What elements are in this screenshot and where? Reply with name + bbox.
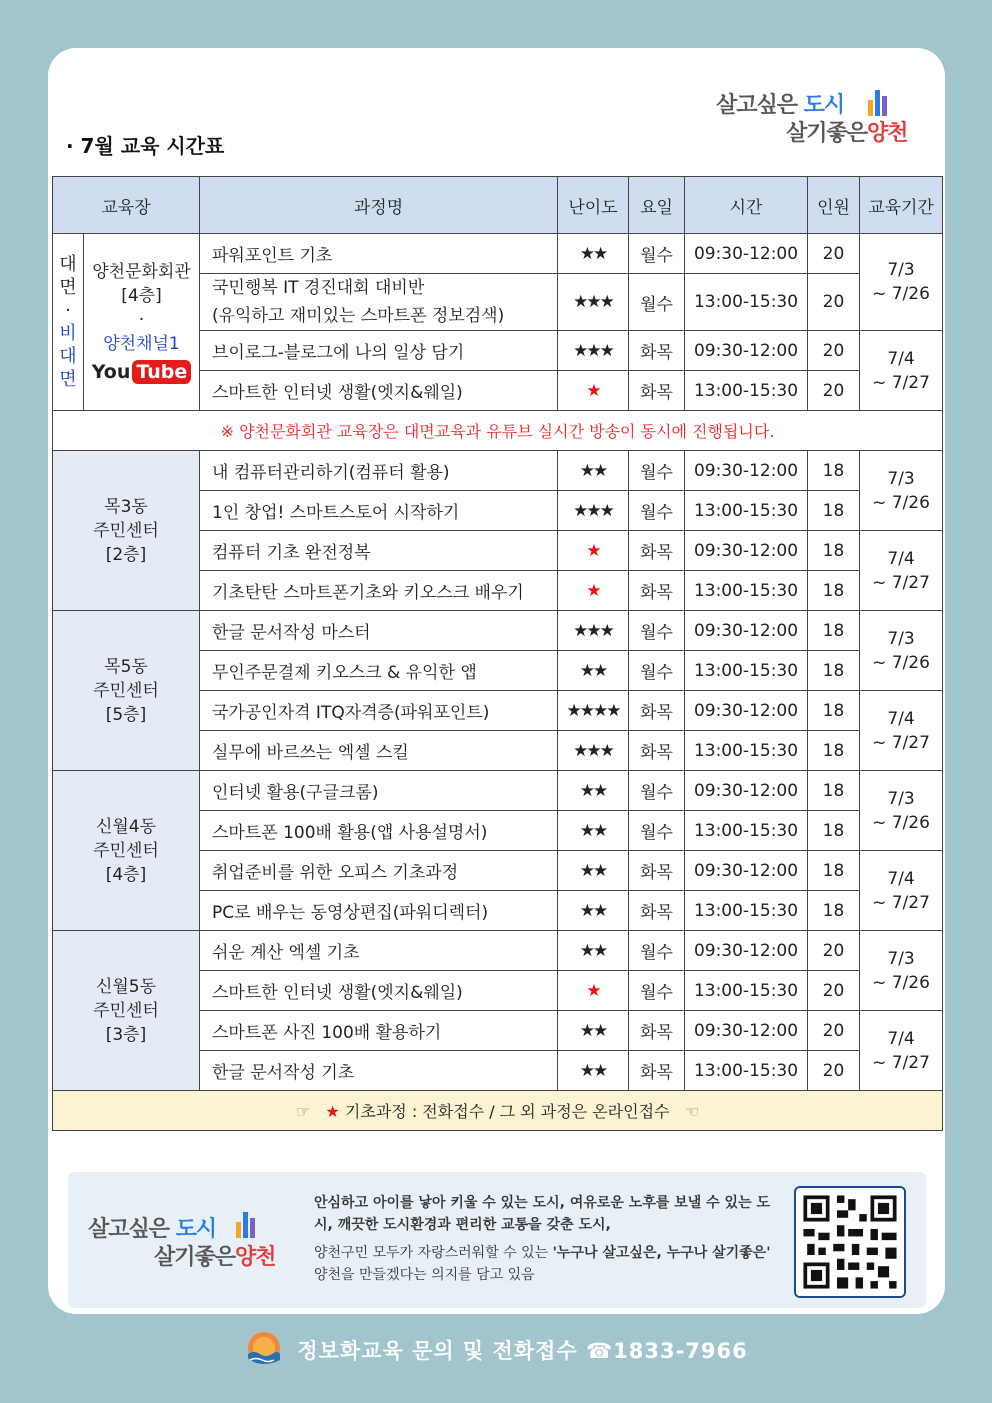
people: 18 [808, 531, 860, 571]
course-name: 기초탄탄 스마트폰기초와 키오스크 배우기 [200, 571, 558, 611]
footer-note: ☞ ★ 기초과정 : 전화접수 / 그 외 과정은 온라인접수 ☜ [53, 1091, 943, 1131]
period: 7/3 ~ 7/26 [860, 771, 943, 851]
people: 18 [808, 771, 860, 811]
time: 13:00-15:30 [685, 274, 808, 331]
time: 13:00-15:30 [685, 811, 808, 851]
time: 09:30-12:00 [685, 931, 808, 971]
table-row [53, 931, 943, 971]
day: 화목 [629, 331, 685, 371]
people: 18 [808, 451, 860, 491]
people: 20 [808, 971, 860, 1011]
time: 09:30-12:00 [685, 1011, 808, 1051]
people: 18 [808, 611, 860, 651]
course-name: PC로 배우는 동영상편집(파워디렉터) [200, 891, 558, 931]
city-bars-icon [866, 86, 892, 116]
yangcheon-logo: 살고싶은 도시 살기좋은양천 [716, 86, 926, 148]
course-name: 스마트폰 100배 활용(앱 사용설명서) [200, 811, 558, 851]
level-stars: ★ [558, 531, 629, 571]
hand-left-icon: ☜ [684, 1102, 700, 1121]
page-title: · 7월 교육 시간표 [66, 134, 225, 158]
level-stars: ★ [558, 571, 629, 611]
level-stars: ★★ [558, 931, 629, 971]
people: 20 [808, 274, 860, 331]
level-stars: ★★★ [558, 731, 629, 771]
level-stars: ★★★ [558, 611, 629, 651]
time: 13:00-15:30 [685, 491, 808, 531]
people: 18 [808, 851, 860, 891]
contact-text: 정보화교육 문의 및 전화접수 ☎1833-7966 [297, 1339, 748, 1363]
people: 20 [808, 331, 860, 371]
level-stars: ★★★ [558, 331, 629, 371]
level-stars: ★★★★ [558, 691, 629, 731]
course-name: 브이로그-블로그에 나의 일상 담기 [200, 331, 558, 371]
day: 화목 [629, 691, 685, 731]
time: 13:00-15:30 [685, 371, 808, 411]
course-name: 취업준비를 위한 오피스 기초과정 [200, 851, 558, 891]
level-stars: ★★★ [558, 491, 629, 531]
time: 09:30-12:00 [685, 611, 808, 651]
period: 7/3 ~ 7/26 [860, 931, 943, 1011]
venue-cell: 양천문화회관 [4층] · 양천채널1 You Tube [84, 234, 200, 411]
course-name: 쉬운 계산 엑셀 기초 [200, 931, 558, 971]
venue-cell: 목3동 주민센터 [2층] [53, 451, 200, 611]
footer-row [53, 1091, 943, 1131]
level-stars: ★★ [558, 1011, 629, 1051]
table-header-row [53, 177, 943, 234]
table-row [53, 234, 943, 274]
header-course: 과정명 [200, 177, 558, 234]
time: 09:30-12:00 [685, 234, 808, 274]
period: 7/4 ~ 7/27 [860, 1011, 943, 1091]
day: 화목 [629, 531, 685, 571]
level-stars: ★★ [558, 771, 629, 811]
course-name: 한글 문서작성 기초 [200, 1051, 558, 1091]
period: 7/3 ~ 7/26 [860, 451, 943, 531]
period: 7/3 ~ 7/26 [860, 611, 943, 691]
header-time: 시간 [685, 177, 808, 234]
day: 월수 [629, 931, 685, 971]
day: 월수 [629, 274, 685, 331]
course-name: 스마트한 인터넷 생활(엣지&웨일) [200, 971, 558, 1011]
day: 월수 [629, 651, 685, 691]
period: 7/4 ~ 7/27 [860, 691, 943, 771]
course-name: 국가공인자격 ITQ자격증(파워포인트) [200, 691, 558, 731]
city-bars-icon [234, 1208, 260, 1238]
time: 09:30-12:00 [685, 851, 808, 891]
info-text: 안심하고 아이를 낳아 키울 수 있는 도시, 여유로운 노후를 보낼 수 있는 도시, 깨끗한 도시환경과 편리한 교통을 갖춘 도시, 양천구민 모두가 자랑스러워할 수 있는 '누구나 살고싶은, 누구나 살기좋은' 양천을 만들겠다는 의지를 담고 있음 [314, 1195, 771, 1283]
day: 월수 [629, 971, 685, 1011]
day: 월수 [629, 234, 685, 274]
hand-right-icon: ☞ [295, 1102, 311, 1121]
people: 18 [808, 571, 860, 611]
course-name: 스마트폰 사진 100배 활용하기 [200, 1011, 558, 1051]
day: 화목 [629, 571, 685, 611]
level-stars: ★★ [558, 851, 629, 891]
course-name: 국민행복 IT 경진대회 대비반 (유익하고 재미있는 스마트폰 정보검색) [200, 274, 558, 331]
people: 18 [808, 491, 860, 531]
course-name: 한글 문서작성 마스터 [200, 611, 558, 651]
time: 13:00-15:30 [685, 891, 808, 931]
time: 13:00-15:30 [685, 1051, 808, 1091]
time: 09:30-12:00 [685, 331, 808, 371]
course-name: 스마트한 인터넷 생활(엣지&웨일) [200, 371, 558, 411]
day: 화목 [629, 1011, 685, 1051]
level-stars: ★★ [558, 1051, 629, 1091]
course-name: 무인주문결제 키오스크 & 유익한 앱 [200, 651, 558, 691]
level-stars: ★★ [558, 891, 629, 931]
time: 13:00-15:30 [685, 571, 808, 611]
venue-cell: 목5동 주민센터 [5층] [53, 611, 200, 771]
level-stars: ★★★ [558, 274, 629, 331]
course-name: 컴퓨터 기초 완전정복 [200, 531, 558, 571]
sun-wave-icon [244, 1330, 284, 1370]
people: 18 [808, 691, 860, 731]
table-row [53, 771, 943, 811]
time: 09:30-12:00 [685, 771, 808, 811]
period: 7/3 ~ 7/26 [860, 234, 943, 331]
course-name: 실무에 바르쓰는 엑셀 스킬 [200, 731, 558, 771]
day: 월수 [629, 811, 685, 851]
venue-cell: 신월4동 주민센터 [4층] [53, 771, 200, 931]
channel-label: 양천채널1 [103, 333, 180, 354]
mode-cell: 대 면 · 비 대 면 [53, 234, 84, 411]
schedule-table [52, 176, 943, 1131]
people: 20 [808, 1051, 860, 1091]
time: 13:00-15:30 [685, 731, 808, 771]
table-row [53, 611, 943, 651]
day: 화목 [629, 891, 685, 931]
course-name: 인터넷 활용(구글크롬) [200, 771, 558, 811]
table-row [53, 451, 943, 491]
period: 7/4 ~ 7/27 [860, 531, 943, 611]
day: 화목 [629, 731, 685, 771]
header-people: 인원 [808, 177, 860, 234]
day: 월수 [629, 491, 685, 531]
contact-bar [0, 1330, 992, 1374]
day: 화목 [629, 1051, 685, 1091]
level-stars: ★ [558, 971, 629, 1011]
header-day: 요일 [629, 177, 685, 234]
day: 화목 [629, 371, 685, 411]
venue-cell: 신월5동 주민센터 [3층] [53, 931, 200, 1091]
day: 월수 [629, 611, 685, 651]
level-stars: ★★ [558, 651, 629, 691]
header-level: 난이도 [558, 177, 629, 234]
header-venue: 교육장 [53, 177, 200, 234]
people: 18 [808, 891, 860, 931]
course-name: 내 컴퓨터관리하기(컴퓨터 활용) [200, 451, 558, 491]
level-stars: ★ [558, 371, 629, 411]
notice-text: ※ 양천문화회관 교육장은 대면교육과 유튜브 실시간 방송이 동시에 진행됩니다. [53, 411, 943, 451]
course-name: 1인 창업! 스마트스토어 시작하기 [200, 491, 558, 531]
level-stars: ★★ [558, 451, 629, 491]
people: 18 [808, 731, 860, 771]
course-name: 파워포인트 기초 [200, 234, 558, 274]
time: 09:30-12:00 [685, 691, 808, 731]
info-box [68, 1172, 926, 1308]
time: 09:30-12:00 [685, 451, 808, 491]
people: 18 [808, 651, 860, 691]
header-period: 교육기간 [860, 177, 943, 234]
star-icon: ★ [325, 1102, 340, 1121]
people: 20 [808, 1011, 860, 1051]
day: 월수 [629, 451, 685, 491]
people: 20 [808, 371, 860, 411]
yangcheon-logo: 살고싶은 도시 살기좋은양천 [88, 1212, 308, 1274]
time: 13:00-15:30 [685, 971, 808, 1011]
day: 화목 [629, 851, 685, 891]
people: 20 [808, 234, 860, 274]
day: 월수 [629, 771, 685, 811]
youtube-logo: You Tube [92, 360, 191, 384]
qr-code[interactable] [794, 1186, 906, 1298]
people: 18 [808, 811, 860, 851]
period: 7/4 ~ 7/27 [860, 331, 943, 411]
level-stars: ★★ [558, 811, 629, 851]
people: 20 [808, 931, 860, 971]
notice-row [53, 411, 943, 451]
time: 09:30-12:00 [685, 531, 808, 571]
period: 7/4 ~ 7/27 [860, 851, 943, 931]
level-stars: ★★ [558, 234, 629, 274]
time: 13:00-15:30 [685, 651, 808, 691]
